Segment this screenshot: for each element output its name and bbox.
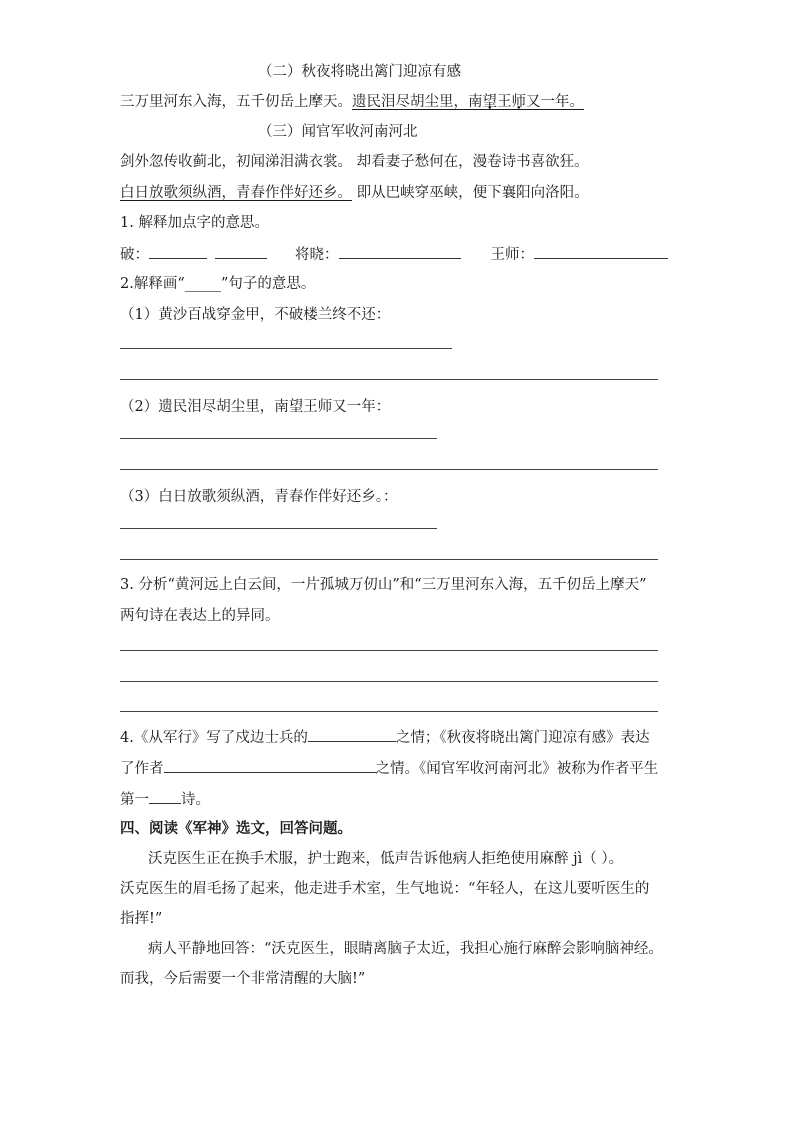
q2-sub3-answer-line1[interactable] [120, 528, 437, 529]
q2-sub1-answer-line1[interactable] [120, 348, 452, 349]
q4-part1: 4.《从军行》写了戍边士兵的 [120, 730, 308, 746]
q1-answer-jiangxiao[interactable] [339, 244, 461, 259]
q4-line1 [120, 727, 650, 748]
q4-part4: 之情。《闻官军收河南河北》被称为作者平生 [375, 761, 659, 777]
poem2-line-underlined-c: 又一年。 [526, 94, 584, 110]
section4-p1-line1: 沃克医生正在换手术服，护士跑来，低声告诉他病人拒绝使用麻醉 jì（ ）。 [148, 851, 624, 867]
q4-blank1[interactable] [308, 727, 396, 742]
poem3-line2-underlined: 白日放歌须纵酒，青春作伴好还乡。 [120, 185, 352, 201]
q3-line1: 3. 分析“黄河远上白云间，一片孤城万仞山”和“三万里河东入海，五千仞岳上摩天” [120, 577, 647, 593]
poem2-dotted-char-wang: 望 [482, 94, 497, 110]
section4-p1-line3: 指挥!” [120, 911, 163, 927]
q4-line2 [120, 758, 658, 779]
q4-part3: 了作者 [120, 761, 164, 777]
section4-p2-line2: 而我，今后需要一个非常清醒的大脑!” [120, 971, 366, 987]
q4-part2: 之情；《秋夜将晓出篱门迎凉有感》表达 [395, 730, 650, 746]
q4-blank2[interactable] [164, 758, 376, 773]
q2-sub1-answer-line2[interactable] [120, 379, 658, 380]
q2-sub1: （1）黄沙百战穿金甲，不破楼兰终不还： [120, 307, 391, 323]
q2-sub3: （3）白日放歌须纵酒，青春作伴好还乡。： [120, 489, 398, 505]
poem2-line-underlined-b: 王 [497, 94, 512, 110]
q1-answer-wangshi[interactable] [534, 244, 668, 259]
q1-items [120, 244, 668, 265]
q4-line3 [120, 789, 210, 810]
q2-sub2-answer-line1[interactable] [120, 438, 437, 439]
q1-item-po: 破： [120, 247, 149, 263]
section4-p1-line2: 沃克医生的眉毛扬了起来，他走进手术室，生气地说：“年轻人，在这儿要听医生的 [120, 881, 650, 897]
poem3-line2-rest: 即从巴峡穿巫峡，便下襄阳向洛阳。 [352, 185, 589, 201]
q1-item-jiangxiao: 将晓： [295, 247, 339, 263]
q2-sub3-answer-line2[interactable] [120, 559, 658, 560]
poem3-line1: 剑外忽传收蓟北，初闻涕泪满衣裳。 却看妻子愁何在，漫卷诗书喜欲狂。 [120, 154, 589, 170]
q2-sub2: （2）遗民泪尽胡尘里，南望王师又一年： [120, 399, 391, 415]
poem2-line-underlined-a: 遗民泪尽胡尘里，南 [352, 94, 483, 110]
q1-item-wangshi: 王师： [490, 247, 534, 263]
poem2-title: （二）秋夜将晓出篱门迎凉有感 [258, 64, 461, 80]
q1-label: 1. 解释加点字的意思。 [120, 215, 269, 231]
q1-answer-po-a[interactable] [149, 244, 207, 259]
q4-part5: 第一 [120, 792, 149, 808]
q3-answer-line3[interactable] [120, 711, 658, 712]
q3-answer-line1[interactable] [120, 650, 658, 651]
q2-label: 2.解释画“_____”句子的意思。 [120, 276, 316, 292]
poem2-line-plain: 三万里河东入海，五千仞岳上摩天。 [120, 94, 352, 110]
section4-heading: 四、阅读《军神》选文，回答问题。 [120, 820, 352, 837]
poem2-line [120, 92, 584, 112]
section4-p2-line1: 病人平静地回答：“沃克医生，眼睛离脑子太近，我担心施行麻醉会影响脑神经。 [148, 941, 663, 957]
q1-answer-po-b[interactable] [215, 244, 267, 259]
poem2-dotted-char-shi: 师 [511, 94, 526, 110]
q3-answer-line2[interactable] [120, 681, 658, 682]
q2-sub2-answer-line2[interactable] [120, 469, 658, 470]
poem3-title: （三）闻官军收河南河北 [258, 124, 418, 140]
q4-blank3[interactable] [149, 789, 181, 804]
q3-line2: 两句诗在表达上的异同。 [120, 608, 280, 624]
q4-part6: 诗。 [181, 792, 210, 808]
poem3-line2 [120, 183, 589, 203]
